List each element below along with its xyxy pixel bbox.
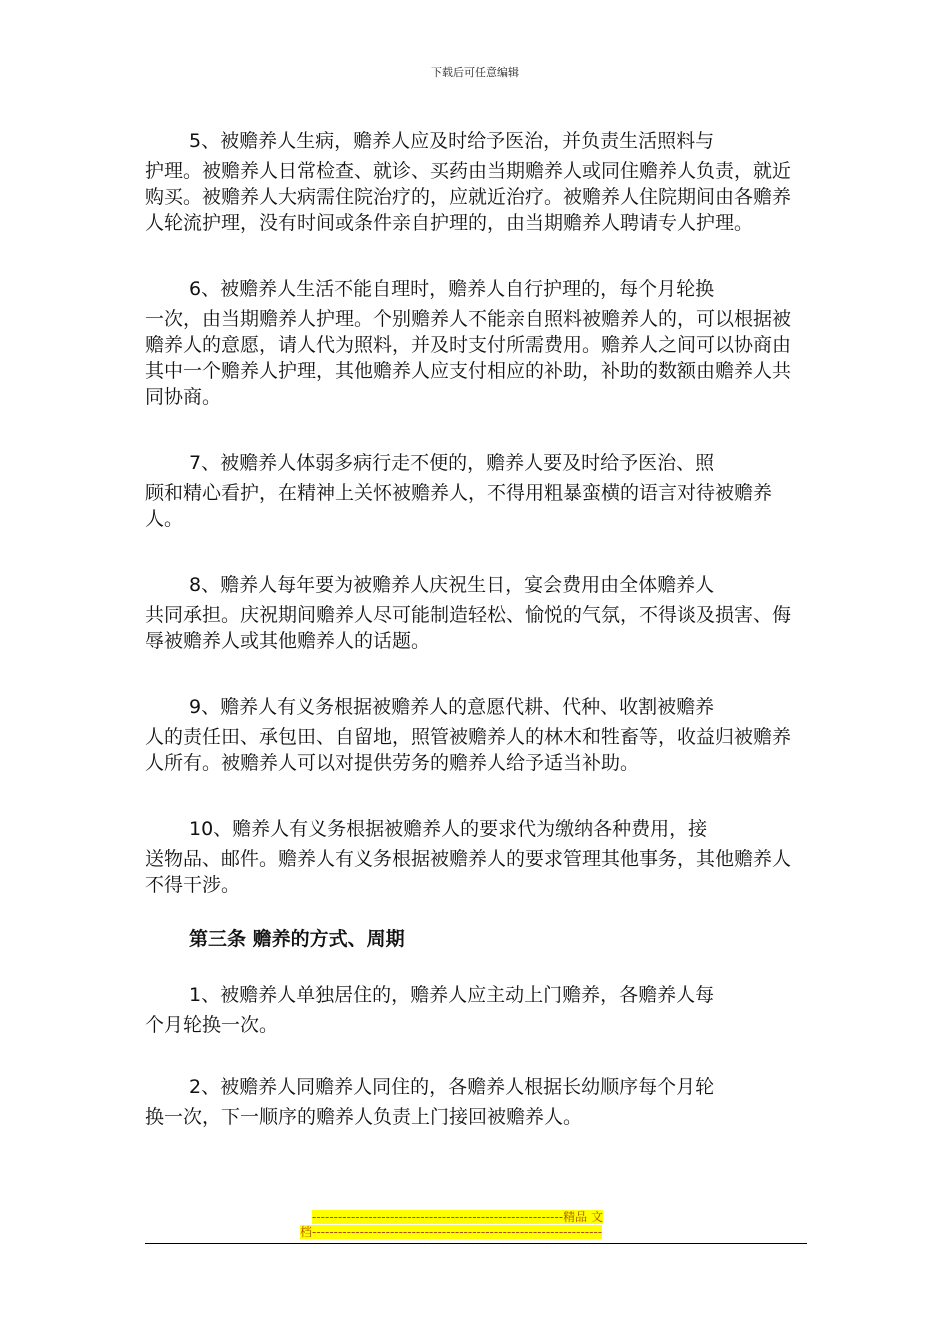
paragraph-first-line: 8、赡养人每年要为被赡养人庆祝生日，宴会费用由全体赡养人 xyxy=(189,574,715,596)
paragraph-8 xyxy=(145,568,807,654)
paragraph-first-line: 7、被赡养人体弱多病行走不便的，赡养人要及时给予医治、照 xyxy=(189,452,715,474)
paragraph-first-line: 1、被赡养人单独居住的，赡养人应主动上门赡养，各赡养人每 xyxy=(189,984,715,1006)
footer-rule xyxy=(145,1243,807,1244)
footer-line-1: ----------------------------------------------------------精品 文 xyxy=(312,1210,603,1224)
paragraph-5 xyxy=(145,124,807,236)
paragraph-first-line: 10、赡养人有义务根据被赡养人的要求代为缴纳各种费用，接 xyxy=(189,818,708,840)
paragraph-10 xyxy=(145,812,807,898)
paragraph-continuation: 护理。被赡养人日常检查、就诊、买药由当期赡养人或同住赡养人负责，就近购买。被赡养人大病需住院治疗的，应就近治疗。被赡养人住院期间由各赡养人轮流护理，没有时间或条件亲自护理的，由当期赡养人聘请专人护理。 xyxy=(145,160,792,234)
footer-watermark xyxy=(300,1210,648,1240)
paragraph-9 xyxy=(145,690,807,776)
paragraph-6 xyxy=(145,272,807,410)
paragraph-continuation: 送物品、邮件。赡养人有义务根据被赡养人的要求管理其他事务，其他赡养人不得干涉。 xyxy=(145,848,792,896)
page-header: 下载后可任意编辑 xyxy=(431,66,519,79)
document-body xyxy=(145,124,807,1130)
section-heading: 第三条 赡养的方式、周期 xyxy=(189,928,405,950)
paragraph-continuation: 人的责任田、承包田、自留地，照管被赡养人的林木和牲畜等，收益归被赡养人所有。被赡养人可以对提供劳务的赡养人给予适当补助。 xyxy=(145,726,792,774)
paragraph-first-line: 5、被赡养人生病，赡养人应及时给予医治，并负责生活照料与 xyxy=(189,130,715,152)
paragraph-continuation: 个月轮换一次。 xyxy=(145,1014,279,1036)
paragraph-s3-2 xyxy=(145,1070,807,1130)
paragraph-first-line: 2、被赡养人同赡养人同住的，各赡养人根据长幼顺序每个月轮 xyxy=(189,1076,715,1098)
paragraph-continuation: 一次，由当期赡养人护理。个别赡养人不能亲自照料被赡养人的，可以根据被赡养人的意愿，请人代为照料，并及时支付所需费用。赡养人之间可以协商由其中一个赡养人护理，其他赡养人应支付相应的补助，补助的数额由赡养人共同协商。 xyxy=(145,308,792,408)
paragraph-continuation: 共同承担。庆祝期间赡养人尽可能制造轻松、愉悦的气氛，不得谈及损害、侮辱被赡养人或其他赡养人的话题。 xyxy=(145,604,792,652)
paragraph-first-line: 9、赡养人有义务根据被赡养人的意愿代耕、代种、收割被赡养 xyxy=(189,696,715,718)
paragraph-continuation: 顾和精心看护，在精神上关怀被赡养人，不得用粗暴蛮横的语言对待被赡养人。 xyxy=(145,482,773,530)
footer-line-2: 档------------------------------------------------------------------- xyxy=(300,1225,603,1239)
paragraph-7 xyxy=(145,446,807,532)
paragraph-continuation: 换一次，下一顺序的赡养人负责上门接回被赡养人。 xyxy=(145,1106,583,1128)
paragraph-first-line: 6、被赡养人生活不能自理时，赡养人自行护理的，每个月轮换 xyxy=(189,278,715,300)
paragraph-s3-1 xyxy=(145,978,807,1038)
